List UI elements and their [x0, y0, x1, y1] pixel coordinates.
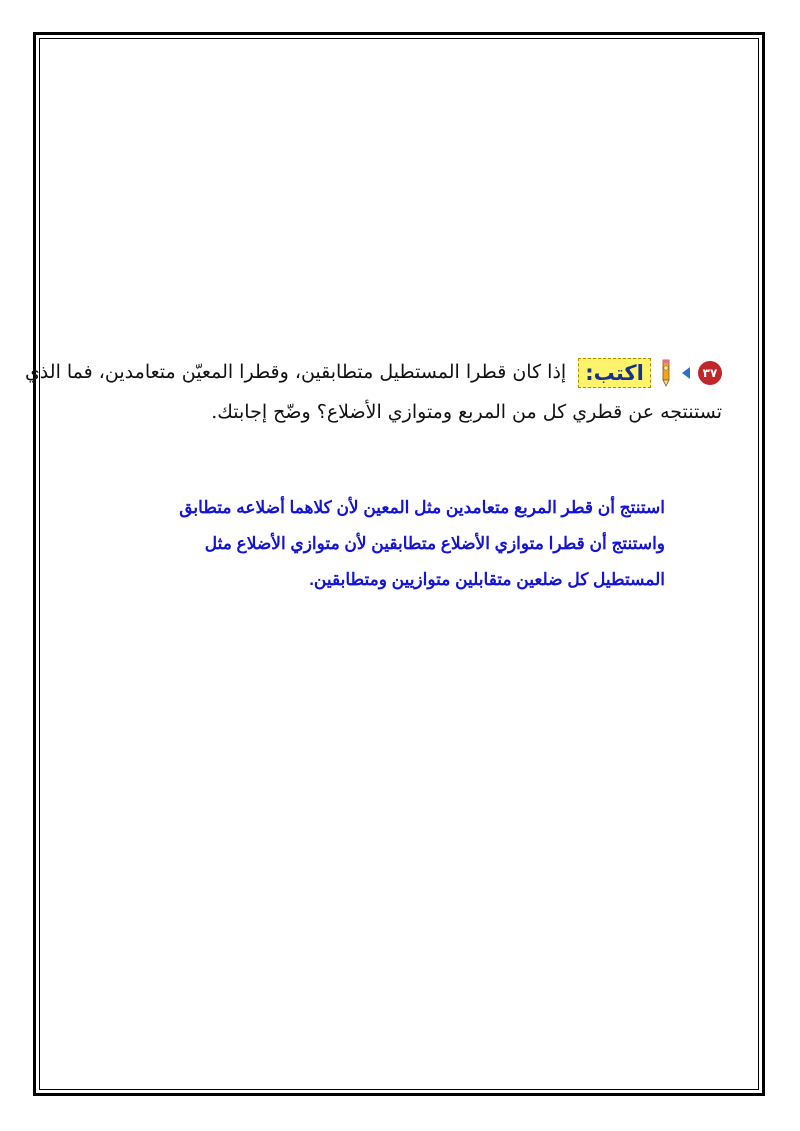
question-text-line-1: إذا كان قطرا المستطيل متطابقين، وقطرا المعيّن متعامدين، فما الذي — [24, 361, 567, 383]
question-text-line-2: تستنتجه عن قطري كل من المربع ومتوازي الأضلاع؟ وضّح إجابتك. — [211, 401, 722, 423]
answer-line-2: واستنتج أن قطرا متوازي الأضلاع متطابقين لأن متوازي الأضلاع مثل — [204, 534, 665, 553]
arrow-icon — [682, 367, 690, 379]
answer-line-3: المستطيل كل ضلعين متقابلين متوازيين ومتطابقين. — [309, 570, 665, 589]
question-number-badge: ٣٧ — [698, 361, 722, 385]
write-label: اكتب: — [578, 358, 651, 388]
question-line-2 — [110, 392, 722, 432]
pencil-icon — [658, 358, 674, 388]
answer-block — [150, 490, 665, 598]
answer-line-1: استنتج أن قطر المربع متعامدين مثل المعين لأن كلاهما أضلاعه متطابق — [179, 498, 665, 517]
question-line-1 — [24, 352, 722, 392]
question-block — [24, 352, 722, 432]
